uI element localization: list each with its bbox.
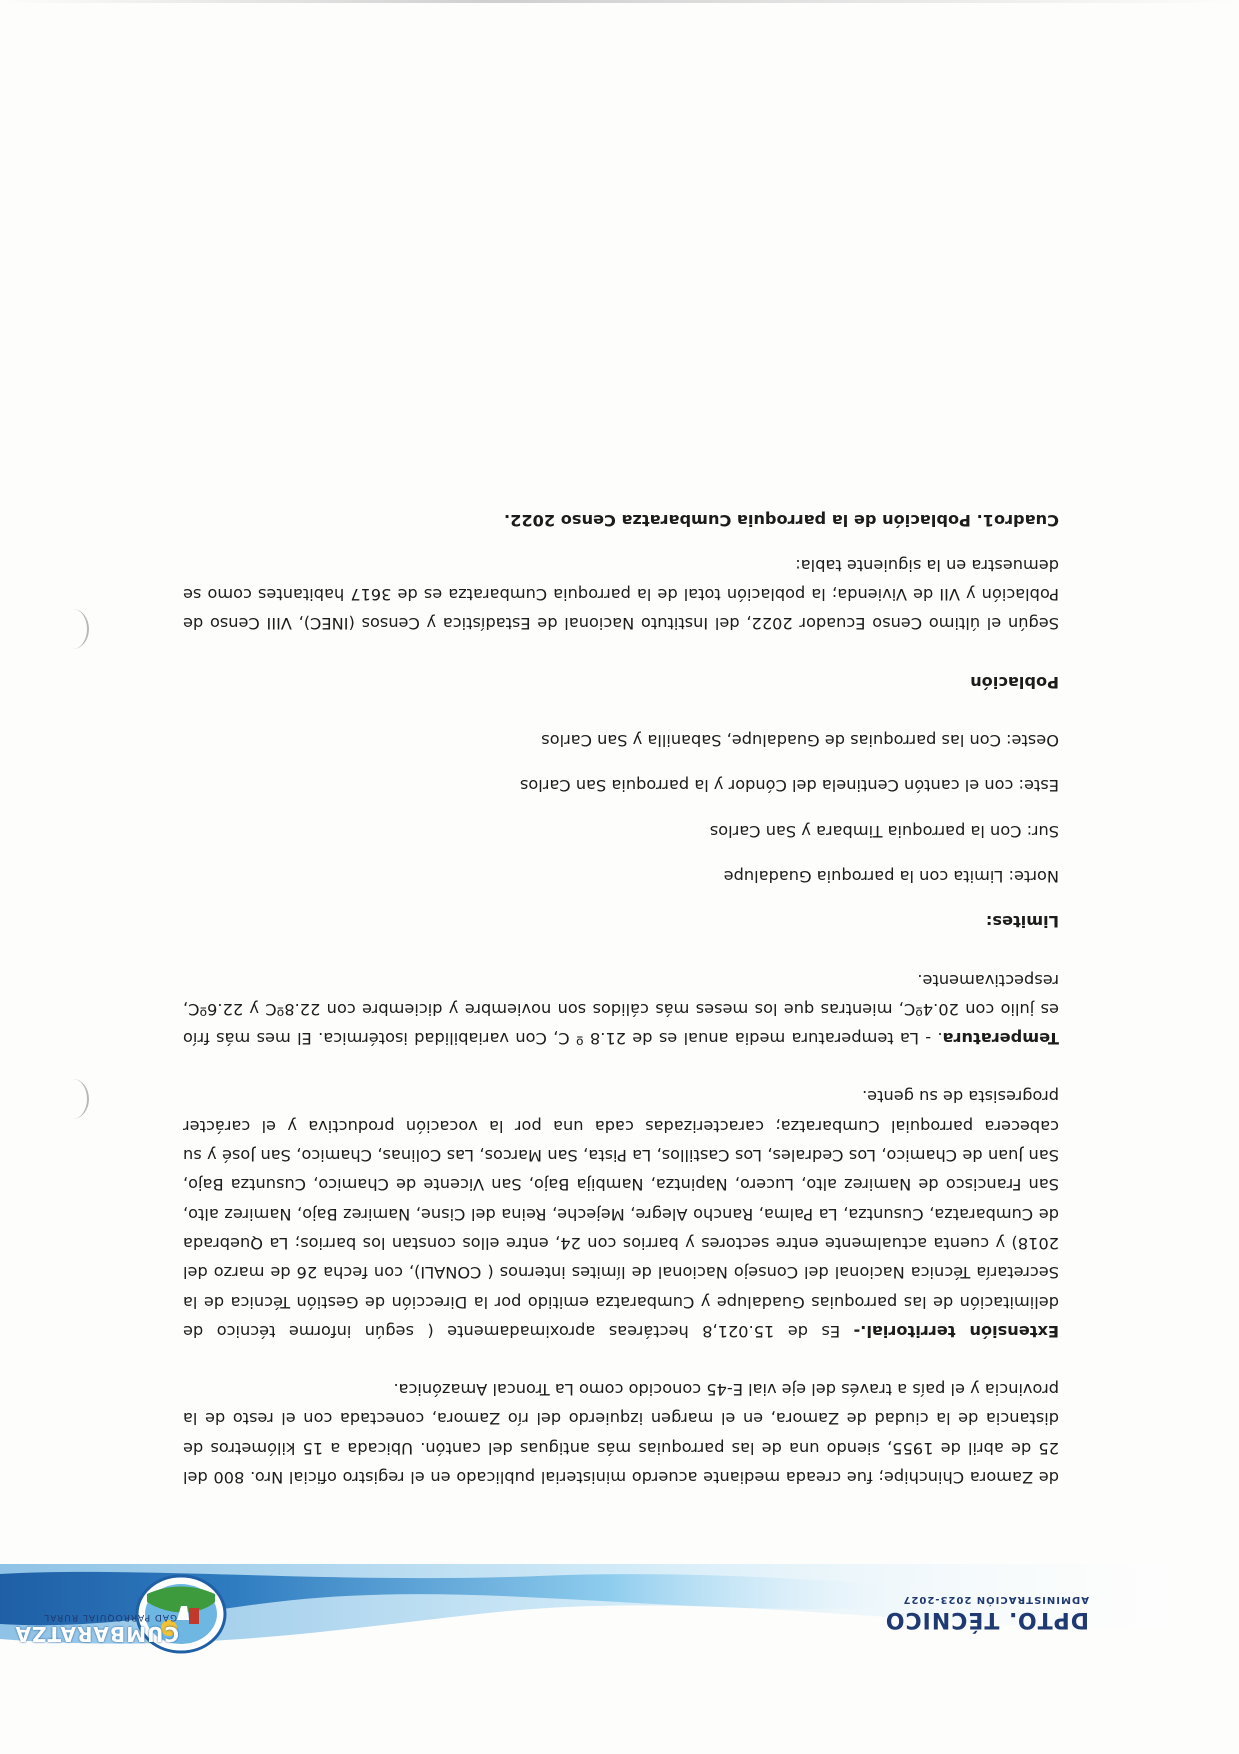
temperature-paragraph	[183, 965, 1059, 1053]
limits-heading: Limites:	[985, 912, 1059, 932]
organization-name: CUMBARATZA	[14, 1622, 179, 1646]
limit-south: Sur: Con la parroquia Timbara y San Carlos	[709, 821, 1059, 841]
document-body	[183, 505, 1059, 1492]
limit-north: Norte: Limita con la parroquia Guadalupe	[723, 866, 1059, 886]
temperature-text: . - La temperatura media anual es de 21.8 º C, Con variabilidad isotérmica. El mes más frío es julio con 20.4ºC, mientras que los meses más cálidos son noviembre y diciembre con 22.8ºC y 22.6ºC, respectivamente.	[183, 970, 1059, 1049]
temperature-label: Temperatura	[942, 1029, 1059, 1049]
page-header	[0, 1564, 1239, 1684]
department-block	[885, 1594, 1089, 1632]
limit-west: Oeste: Con las parroquias de Guadalupe, Sabanilla y San Carlos	[541, 731, 1059, 751]
binder-hole-mark	[57, 1079, 89, 1119]
population-heading: Población	[970, 672, 1059, 692]
department-title: DPTO. TÉCNICO	[884, 1607, 1089, 1632]
extension-text: Es de 15.021,8 hectáreas aproximadamente ( según informe técnico de delimitación de las parroquias Guadalupe y Cumbaratza emitido por la Dirección de Gestión Técnica de la Secretaría Técnica Nacional del Consejo Nacional de límites internos ( CONALI), con fecha 26 de marzo del 2018) y cuenta actualmente entre sectores y barrios con 24, entre ellos constan los barrios; La Quebrada de Cumbaratza, Cusuntza, La Palma, Rancho Alegre, Mejeche, Reina del Cisne, Namirez Bajo, Namirez alto, San Francisco de Namirez alto, Lucero, Napintza, Nambija Bajo, San Vicente de Chamico, Cusuntza Bajo, San Juan de Chamico, Los Cedrales, Los Castillos, La Pista, San Marcos, Las Colinas, Chamico, San José y su cabecera parroquial Cumbaratza; caracterizadas cada una por la vocación productiva y el carácter progresista de su gente.	[183, 1087, 1059, 1341]
extension-paragraph	[183, 1082, 1059, 1346]
extension-label: Extensión territorial.-	[853, 1321, 1059, 1341]
limit-east: Este: con el cantón Centinela del Cóndor y la parroquia San Carlos	[519, 776, 1059, 796]
administration-period: ADMINISTRACIÓN 2023-2027	[902, 1594, 1089, 1605]
population-paragraph: Según el último Censo Ecuador 2022, del Instituto Nacional de Estadística y Censos (INEC), VIII Censo de Población y VII de Vivienda; la población total de la parroquia Cumbaratza es de 3617 habitantes como se demuestra en la siguiente tabla:	[183, 555, 1059, 634]
table-caption: Cuadro1. Población de la parroquia Cumbaratza Censo 2022.	[503, 510, 1059, 530]
scan-edge-line	[0, 0, 1239, 3]
binder-hole-mark	[57, 609, 89, 649]
organization-subtitle: GAD PARROQUIAL RURAL	[43, 1612, 177, 1622]
intro-paragraph: de Zamora Chinchipe; fue creada mediante acuerdo ministerial publicado en el registro oficial Nro. 800 del 25 de abril de 1955, siendo una de las parroquias más antiguas del cantón. Ubicada a 15 kilómetros de distancia de la ciudad de Zamora, en el margen izquierdo del río Zamora, conectada con el resto de la provincia y el país a través del eje vial E-45 conocido como La Troncal Amazónica.	[183, 1380, 1059, 1487]
